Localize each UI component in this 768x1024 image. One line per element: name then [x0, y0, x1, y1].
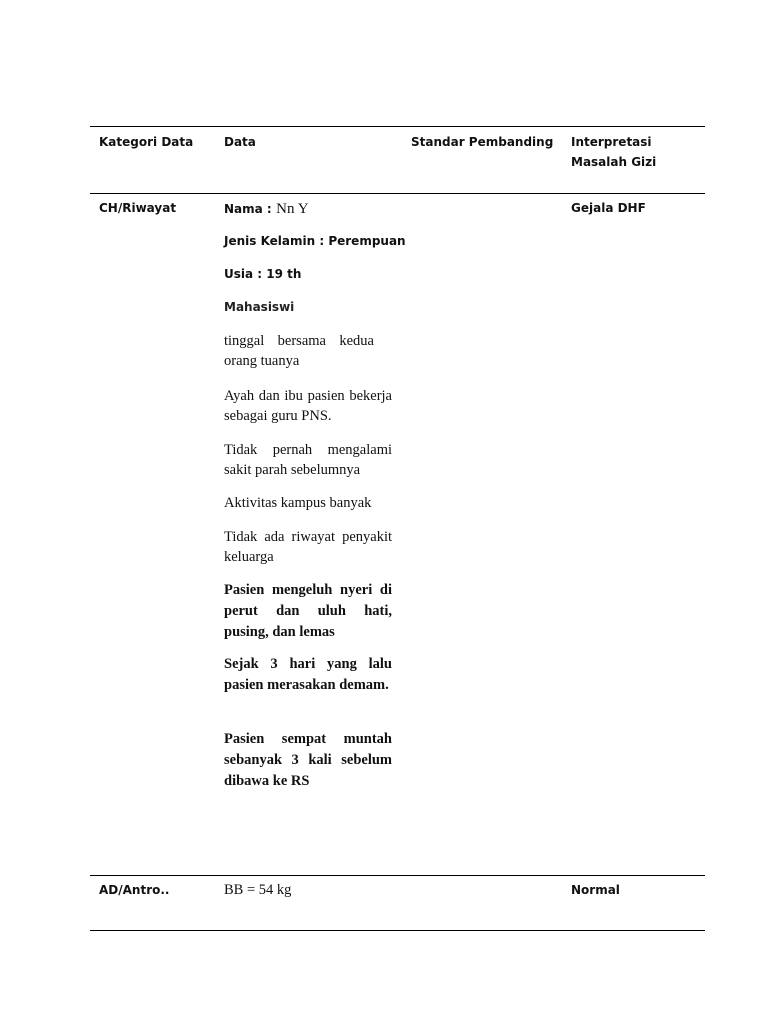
- row2-data: BB = 54 kg: [224, 882, 292, 898]
- header-data: Data: [224, 135, 256, 149]
- nama-label: Nama :: [224, 202, 272, 216]
- row1-pekerjaan: Mahasiswi: [224, 300, 295, 314]
- row2-kategori: AD/Antro..: [99, 883, 170, 897]
- row1-kategori: CH/Riwayat: [99, 201, 177, 215]
- row1-riwayat-keluarga: Tidak ada riwayat penyakit keluarga: [224, 529, 392, 565]
- row1-jenis-kelamin: Jenis Kelamin : Perempuan: [224, 234, 406, 248]
- row1-riwayat-sakit: Tidak pernah mengalami sakit parah sebelumnya: [224, 442, 392, 478]
- row1-orang-tua: Ayah dan ibu pasien bekerja sebagai guru PNS.: [224, 388, 392, 424]
- row1-bottom-rule: [90, 875, 705, 876]
- row1-muntah: Pasien sempat muntah sebanyak 3 kali sebelum dibawa ke RS: [224, 731, 392, 789]
- table-top-rule: [90, 126, 705, 127]
- header-bottom-rule: [90, 193, 705, 194]
- row1-aktivitas: Aktivitas kampus banyak: [224, 495, 372, 511]
- nama-value: Nn Y: [276, 201, 309, 217]
- row1-nama: [224, 199, 309, 219]
- header-kategori-data: Kategori Data: [99, 135, 194, 149]
- row1-keluhan: Pasien mengeluh nyeri di perut dan uluh hati, pusing, dan lemas: [224, 582, 392, 640]
- header-standar-pembanding: Standar Pembanding: [411, 135, 554, 149]
- row1-usia: Usia : 19 th: [224, 267, 302, 281]
- row1-demam: Sejak 3 hari yang lalu pasien merasakan demam.: [224, 656, 392, 693]
- row1-tinggal: tinggal bersama kedua orang tuanya: [224, 333, 374, 369]
- row1-interpretasi: Gejala DHF: [571, 201, 646, 215]
- row2-interpretasi: Normal: [571, 883, 620, 897]
- header-interpretasi-masalah-gizi: Interpretasi Masalah Gizi: [571, 135, 657, 169]
- table-bottom-rule: [90, 930, 705, 931]
